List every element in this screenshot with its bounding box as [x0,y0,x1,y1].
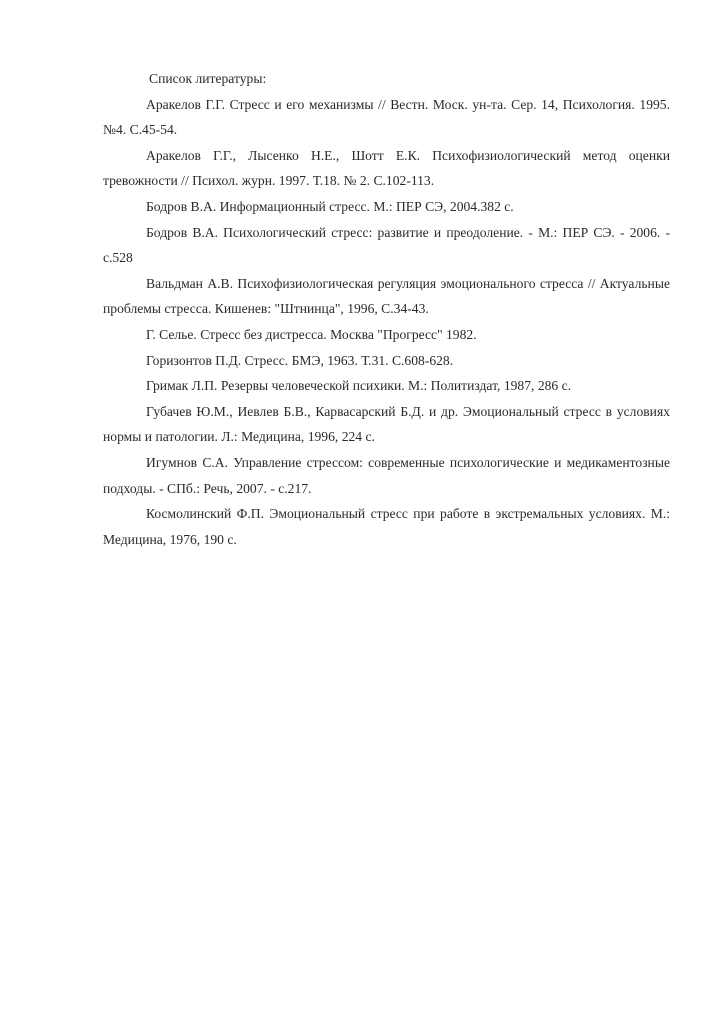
reference-item: Губачев Ю.М., Иевлев Б.В., Карвасарский Б.Д. и др. Эмоциональный стресс в условиях нормы и патологии. Л.: Медицина, 1996, 224 с. [103,403,670,445]
reference-item: Игумнов С.А. Управление стрессом: современные психологические и медикаментозные подходы. - СПб.: Речь, 2007. - с.217. [103,454,670,496]
reference-item: Бодров В.А. Психологический стресс: развитие и преодоление. - М.: ПЕР СЭ. - 2006. - с.528 [103,224,670,266]
reference-item: Гримак Л.П. Резервы человеческой психики. М.: Политиздат, 1987, 286 с. [146,378,572,394]
reference-list-heading: Список литературы: [149,71,267,86]
reference-item: Горизонтов П.Д. Стресс. БМЭ, 1963. Т.31. С.608-628. [146,352,454,368]
reference-item: Космолинский Ф.П. Эмоциональный стресс при работе в экстремальных условиях. М.: Медицина, 1976, 190 с. [103,506,670,547]
reference-item: Вальдман А.В. Психофизиологическая регуляция эмоционального стресса // Актуальные проблемы стресса. Кишенев: "Штнинца", 1996, С.34-43. [103,275,670,317]
reference-item: Бодров В.А. Информационный стресс. М.: ПЕР СЭ, 2004.382 с. [146,198,514,214]
reference-item: Г. Селье. Стресс без дистресса. Москва "Прогресс" 1982. [146,326,477,342]
reference-item: Аракелов Г.Г., Лысенко Н.Е., Шотт Е.К. Психофизиологический метод оценки тревожности // Психол. журн. 1997. Т.18. № 2. С.102-113. [103,147,670,189]
reference-item: Аракелов Г.Г. Стресс и его механизмы // Вестн. Моск. ун-та. Сер. 14, Психология. 1995. №4. С.45-54. [103,96,670,138]
reference-list [103,66,670,552]
